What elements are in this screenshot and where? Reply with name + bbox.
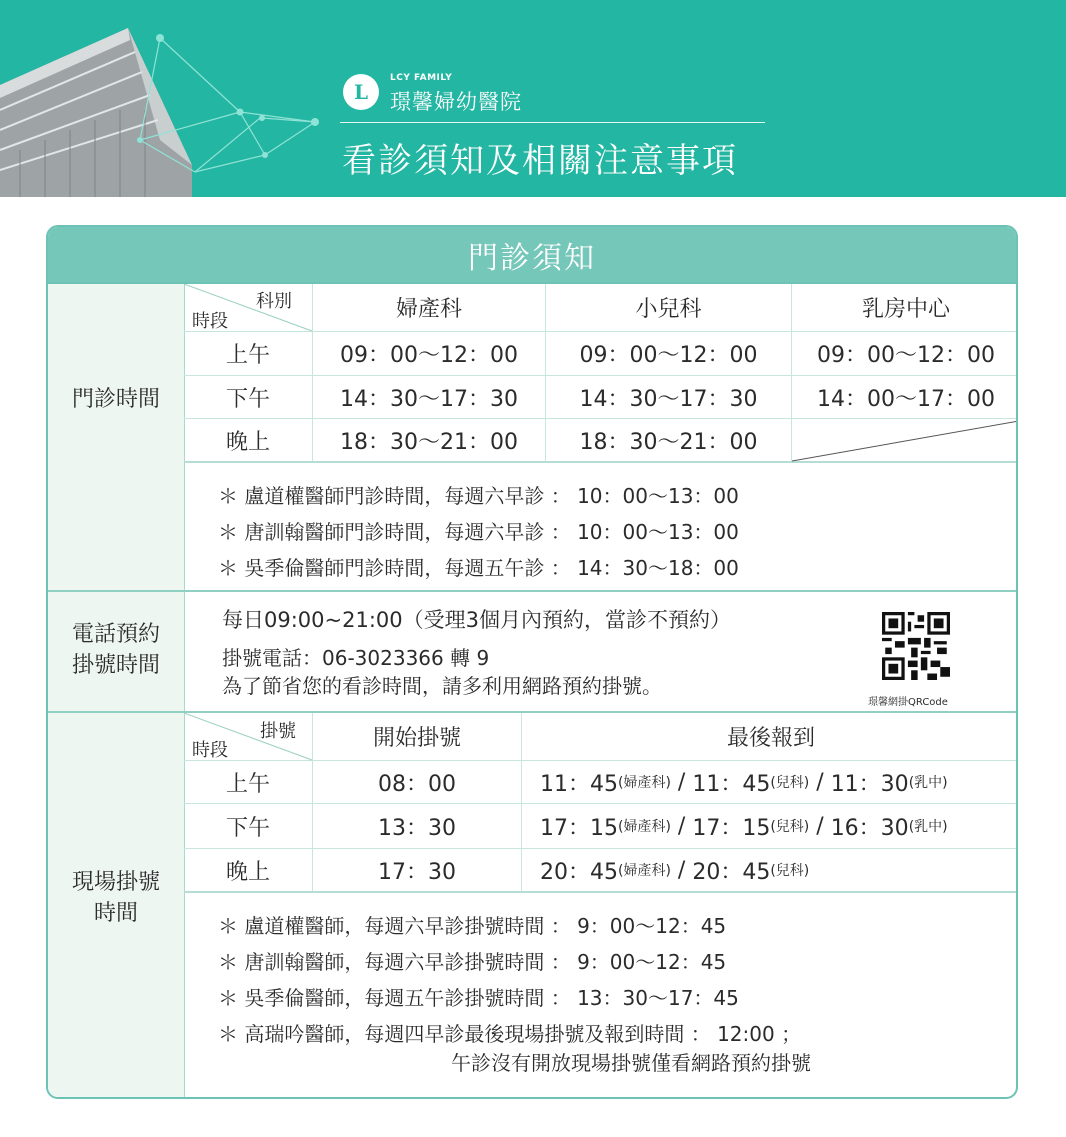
qr-caption: 璟馨網掛QRCode xyxy=(868,697,948,708)
hours-cell: 18：30～21：00 xyxy=(340,429,518,455)
clinic-note: ＊ 唐訓翰醫師門診時間，每週六早診 ： 10：00～13：00 xyxy=(218,520,739,544)
logo-icon: L xyxy=(343,74,379,110)
column-header: 開始掛號 xyxy=(372,726,461,751)
page-title: 看診須知及相關注意事項 xyxy=(342,141,738,181)
onsite-label xyxy=(48,867,184,929)
period-label: 下午 xyxy=(225,815,270,841)
start-time-cell: 08：00 xyxy=(378,771,456,797)
column-header: 最後報到 xyxy=(726,726,815,751)
building-illustration xyxy=(0,0,330,197)
onsite-label-line1: 現場掛號 xyxy=(71,870,160,895)
last-checkin-cell: 17：15 (婦產科) / 17：15 (兒科) / 16：30 (乳中) xyxy=(540,813,948,841)
corner-header-top: 掛號 xyxy=(260,721,296,742)
clinic-note: ＊ 吳季倫醫師門診時間，每週五午診 ： 14：30～18：00 xyxy=(218,556,739,580)
corner-header-top: 科別 xyxy=(256,291,292,312)
online-booking-text: 為了節省您的看診時間，請多利用網路預約掛號。 xyxy=(222,674,662,698)
period-label: 上午 xyxy=(225,343,270,368)
info-card xyxy=(46,225,1018,1099)
phone-label-line2: 掛號時間 xyxy=(71,653,160,678)
column-header: 婦產科 xyxy=(395,297,462,322)
hours-cell: 18：30～21：00 xyxy=(579,429,758,455)
onsite-note: ＊ 唐訓翰醫師，每週六早診掛號時間 ： 9：00～12：45 xyxy=(218,950,727,974)
onsite-label-line2: 時間 xyxy=(93,901,138,926)
phone-label xyxy=(48,619,184,681)
phone-hours-text: 每日09:00~21:00（受理3個月內預約，當診不預約） xyxy=(222,608,731,632)
card-title: 門診須知 xyxy=(48,227,1016,284)
period-label: 晚上 xyxy=(225,429,270,455)
clinic-hours-label: 門診時間 xyxy=(71,387,160,412)
column-header: 乳房中心 xyxy=(861,297,950,322)
start-time-cell: 17：30 xyxy=(378,859,456,885)
hours-cell: 09：00～12：00 xyxy=(340,343,518,368)
last-checkin-cell: 20：45 (婦產科) / 20：45 (兒科) xyxy=(540,857,810,885)
header-banner xyxy=(0,0,1066,197)
qr-code[interactable] xyxy=(882,612,950,680)
phone-number-text: 掛號電話：06-3023366 轉 9 xyxy=(222,646,490,670)
period-label: 晚上 xyxy=(225,859,270,885)
last-checkin-cell: 11：45 (婦產科) / 11：45 (兒科) / 11：30 (乳中) xyxy=(540,769,948,797)
logo-english: LCY FAMILY xyxy=(390,73,453,83)
phone-label-line1: 電話預約 xyxy=(71,622,160,647)
empty-cell-diagonal xyxy=(792,419,1018,462)
banner-divider xyxy=(340,122,765,123)
column-header: 小兒科 xyxy=(635,297,702,322)
hours-cell: 14：30～17：30 xyxy=(579,386,758,412)
period-label: 下午 xyxy=(225,386,270,412)
clinic-note: ＊ 盧道權醫師門診時間，每週六早診 ： 10：00～13：00 xyxy=(218,484,739,508)
hours-cell: 14：30～17：30 xyxy=(340,386,518,412)
hours-cell: 09：00～12：00 xyxy=(579,343,758,368)
hours-cell: 14：00～17：00 xyxy=(817,386,995,412)
onsite-note-continuation: 午診沒有開放現場掛號僅看網路預約掛號 xyxy=(451,1051,811,1075)
corner-header-bottom: 時段 xyxy=(192,311,228,332)
corner-header-bottom: 時段 xyxy=(192,740,228,761)
onsite-note: ＊ 高瑞吟醫師，每週四早診最後現場掛號及報到時間 ： 12:00 ； xyxy=(218,1022,802,1046)
onsite-note: ＊ 吳季倫醫師，每週五午診掛號時間 ： 13：30～17：45 xyxy=(218,986,739,1010)
section-divider xyxy=(48,590,1018,592)
hours-cell: 09：00～12：00 xyxy=(817,343,995,368)
period-label: 上午 xyxy=(225,771,270,797)
start-time-cell: 13：30 xyxy=(378,815,456,841)
logo-chinese: 璟馨婦幼醫院 xyxy=(390,90,522,114)
onsite-note: ＊ 盧道權醫師，每週六早診掛號時間 ： 9：00～12：45 xyxy=(218,914,727,938)
